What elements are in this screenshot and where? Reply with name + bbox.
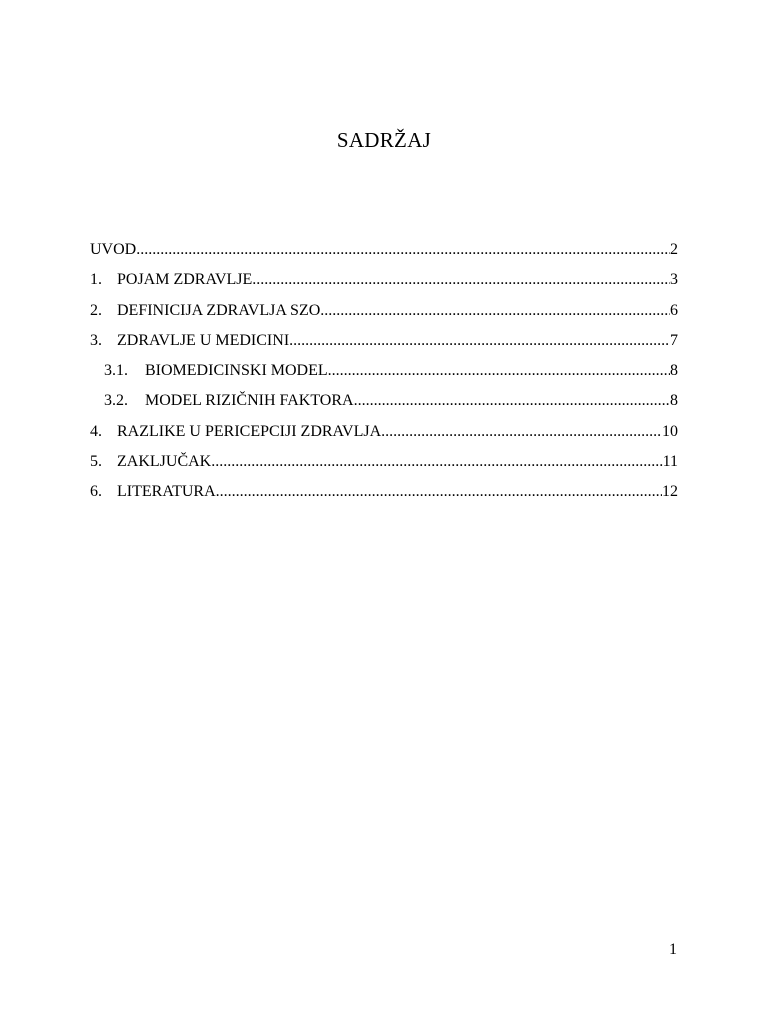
toc-entry-zakljucak[interactable] [90,450,678,480]
toc-entry-pojam-zdravlje[interactable] [90,268,678,298]
toc-entry-page: 6 [670,301,678,319]
toc-title: SADRŽAJ [336,128,432,152]
toc-entry-number: 1. [90,271,102,289]
toc-leader-dots [320,299,670,323]
toc-leader-dots [252,268,670,292]
toc-leader-dots [328,359,670,383]
toc-entry-page: 11 [662,453,678,471]
toc-leader-dots [216,480,662,504]
toc-entry-label: BIOMEDICINSKI MODEL [145,362,328,380]
toc-entry-label: DEFINICIJA ZDRAVLJA SZO [117,301,321,319]
toc-entry-number: 3.2. [104,392,128,410]
toc-leader-dots [136,238,670,262]
toc-entry-zdravlje-u-medicini[interactable] [90,329,678,359]
toc-entry-page: 3 [670,271,678,289]
toc-leader-dots [381,420,662,444]
table-of-contents [90,238,678,511]
toc-entry-number: 2. [90,301,102,319]
toc-entry-razlike-u-percepciji[interactable] [90,420,678,450]
page-number: 1 [669,941,677,958]
toc-entry-biomedicinski-model[interactable] [90,359,678,389]
toc-entry-number: 4. [90,422,102,440]
toc-entry-label: LITERATURA [117,483,216,501]
toc-leader-dots [289,329,670,353]
toc-entry-page: 10 [662,422,678,440]
toc-entry-number: 6. [90,483,102,501]
toc-entry-page: 12 [662,483,678,501]
toc-entry-label: ZAKLJUČAK [117,453,212,471]
toc-leader-dots [354,389,670,413]
toc-leader-dots [211,450,662,474]
toc-entry-label: ZDRAVLJE U MEDICINI [117,331,290,349]
toc-entry-page: 2 [670,241,678,258]
toc-entry-label: POJAM ZDRAVLJE [117,271,253,289]
toc-entry-page: 8 [670,362,678,380]
toc-entry-label: RAZLIKE U PERICEPCIJI ZDRAVLJA [117,422,382,440]
toc-entry-number: 3.1. [104,362,128,380]
toc-entry-page: 8 [670,392,678,410]
toc-entry-label: UVOD [90,241,137,258]
toc-entry-definicija-zdravlja[interactable] [90,299,678,329]
toc-entry-uvod[interactable] [90,238,678,268]
toc-entry-label: MODEL RIZIČNIH FAKTORA [145,392,354,410]
toc-entry-number: 3. [90,331,102,349]
toc-entry-page: 7 [670,331,678,349]
toc-entry-model-rizicnih-faktora[interactable] [90,389,678,419]
toc-entry-number: 5. [90,453,102,471]
toc-entry-literatura[interactable] [90,480,678,510]
